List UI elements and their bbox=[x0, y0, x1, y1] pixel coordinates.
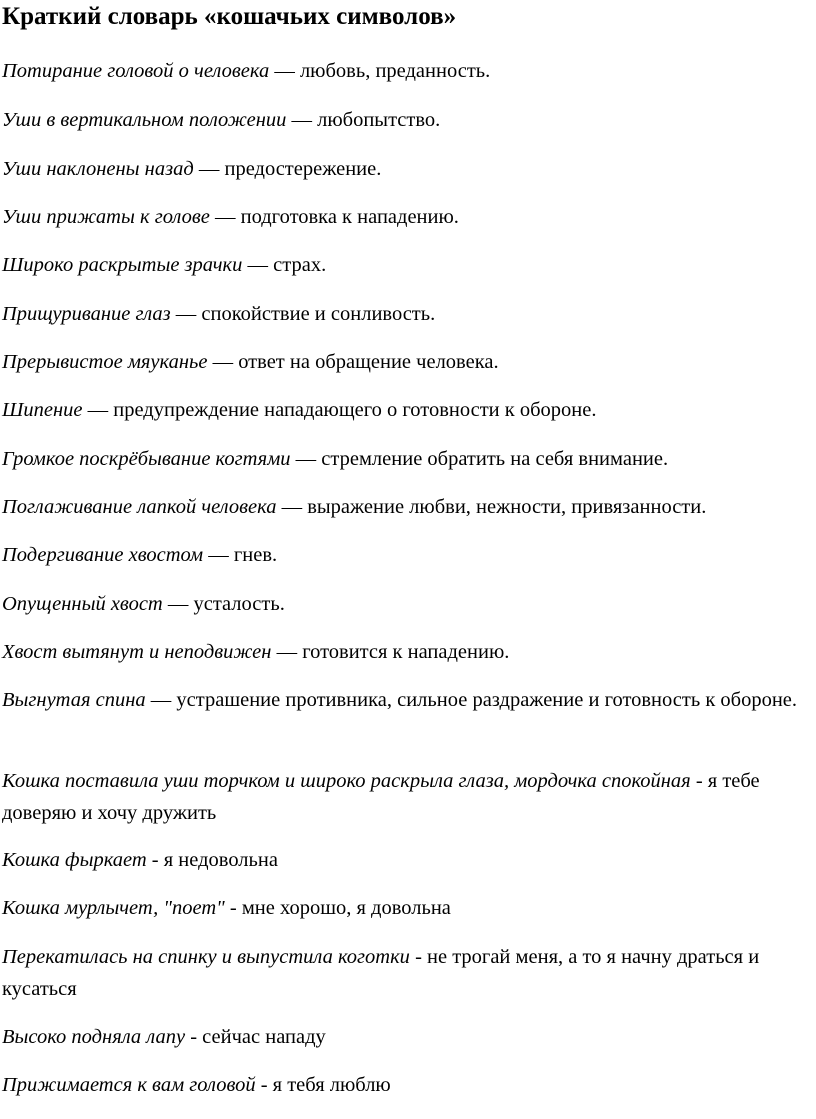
dictionary-entry bbox=[2, 443, 814, 475]
entry-meaning: устрашение противника, сильное раздражение и готовность к обороне. bbox=[176, 689, 798, 711]
entry-separator: — bbox=[276, 496, 308, 518]
entry-term: Потирание головой о человека bbox=[2, 60, 270, 82]
entry-meaning: любовь, преданность. bbox=[299, 60, 491, 82]
entry-meaning: предостережение. bbox=[224, 158, 382, 180]
dictionary-entry bbox=[2, 104, 814, 136]
entry-separator: — bbox=[193, 158, 225, 180]
entry-separator: — bbox=[269, 60, 300, 82]
document-title: Краткий словарь «кошачьих символов» bbox=[2, 3, 457, 30]
entry-meaning: подготовка к нападению. bbox=[240, 206, 459, 228]
dictionary-entry bbox=[2, 153, 814, 185]
entry-separator: — bbox=[271, 641, 303, 663]
entry-meaning: готовится к нападению. bbox=[302, 641, 510, 663]
dictionary-entry bbox=[2, 491, 814, 523]
entry-meaning: страх. bbox=[273, 254, 327, 276]
entry-meaning: я тебе доверяю и хочу дружить bbox=[2, 770, 760, 824]
entry-term: Шипение bbox=[2, 399, 83, 421]
entry-separator: - bbox=[185, 1026, 203, 1048]
entry-term: Прижимается к вам головой bbox=[2, 1074, 256, 1096]
dictionary-entry bbox=[2, 636, 814, 668]
entry-separator: - bbox=[146, 849, 164, 871]
dictionary-entry bbox=[2, 298, 814, 330]
entry-term: Кошка фыркает bbox=[2, 849, 147, 871]
entry-separator: - bbox=[224, 897, 242, 919]
dictionary-entry bbox=[2, 941, 814, 1005]
entry-meaning: ответ на обращение человека. bbox=[238, 351, 499, 373]
entry-meaning: стремление обратить на себя внимание. bbox=[321, 448, 669, 470]
entry-term: Поглаживание лапкой человека bbox=[2, 496, 277, 518]
entry-separator: — bbox=[209, 206, 241, 228]
dictionary-entry bbox=[2, 201, 814, 233]
entry-separator: — bbox=[82, 399, 114, 421]
entry-separator: - bbox=[255, 1074, 273, 1096]
entry-term: Громкое поскрёбывание когтями bbox=[2, 448, 291, 470]
entry-term: Подергивание хвостом bbox=[2, 544, 204, 566]
dictionary-entry bbox=[2, 394, 814, 426]
entry-separator: — bbox=[207, 351, 239, 373]
dictionary-entry bbox=[2, 765, 814, 829]
entry-term: Выгнутая спина bbox=[2, 689, 146, 711]
entry-meaning: гнев. bbox=[233, 544, 278, 566]
entry-meaning: мне хорошо, я довольна bbox=[241, 897, 451, 919]
entry-term: Высоко подняла лапу bbox=[2, 1026, 186, 1048]
entry-meaning: любопытство. bbox=[317, 109, 441, 131]
dictionary-entry bbox=[2, 1021, 814, 1053]
entry-separator: — bbox=[145, 689, 177, 711]
dictionary-entry bbox=[2, 346, 814, 378]
entry-separator: - bbox=[690, 770, 708, 792]
dictionary-entry bbox=[2, 249, 814, 281]
entry-separator: — bbox=[242, 254, 274, 276]
entry-separator: - bbox=[409, 946, 428, 968]
dictionary-entry bbox=[2, 1069, 814, 1101]
entry-meaning: сейчас нападу bbox=[202, 1026, 326, 1048]
entry-term: Прищуривание глаз bbox=[2, 303, 171, 325]
entry-term: Уши в вертикальном положении bbox=[2, 109, 287, 131]
entry-meaning: предупреждение нападающего о готовности к обороне. bbox=[113, 399, 597, 421]
entry-term: Уши прижаты к голове bbox=[2, 206, 210, 228]
dictionary-entry bbox=[2, 684, 814, 716]
entry-separator: — bbox=[170, 303, 202, 325]
dictionary-entry bbox=[2, 539, 814, 571]
dictionary-entry bbox=[2, 588, 814, 620]
dictionary-entry bbox=[2, 55, 814, 87]
entry-term: Кошка поставила уши торчком и широко раскрыла глаза, мордочка спокойная bbox=[2, 770, 691, 792]
entry-separator: — bbox=[162, 593, 194, 615]
entry-meaning: выражение любви, нежности, привязанности. bbox=[307, 496, 707, 518]
entry-term: Широко раскрытые зрачки bbox=[2, 254, 243, 276]
entry-separator: — bbox=[203, 544, 234, 566]
entry-term: Опущенный хвост bbox=[2, 593, 163, 615]
entry-term: Кошка мурлычет, "поет" bbox=[2, 897, 225, 919]
entry-meaning: не трогай меня, а то я начну драться и кусаться bbox=[2, 946, 760, 1000]
entry-meaning: я недовольна bbox=[163, 849, 278, 871]
entry-separator: — bbox=[286, 109, 318, 131]
entry-separator: — bbox=[290, 448, 322, 470]
entry-meaning: я тебя люблю bbox=[272, 1074, 391, 1096]
entry-term: Уши наклонены назад bbox=[2, 158, 194, 180]
dictionary-entry bbox=[2, 844, 814, 876]
entry-term: Прерывистое мяуканье bbox=[2, 351, 208, 373]
entry-term: Хвост вытянут и неподвижен bbox=[2, 641, 272, 663]
entry-meaning: усталость. bbox=[193, 593, 285, 615]
entry-meaning: спокойствие и сонливость. bbox=[201, 303, 436, 325]
entry-term: Перекатилась на спинку и выпустила коготки bbox=[2, 946, 410, 968]
dictionary-entry bbox=[2, 892, 814, 924]
